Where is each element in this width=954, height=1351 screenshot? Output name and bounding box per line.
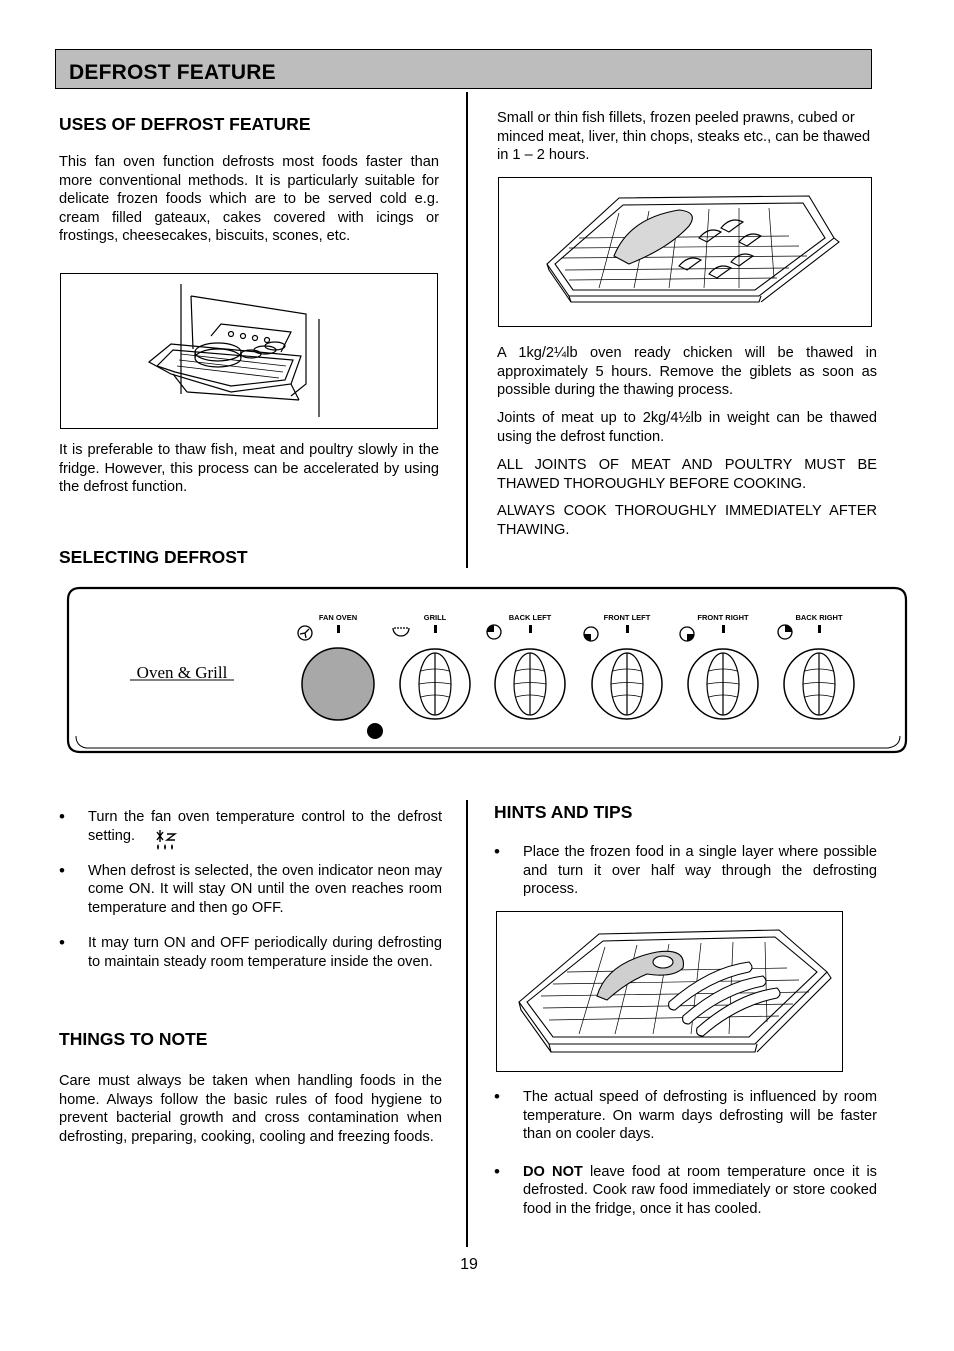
hints-heading: HINTS AND TIPS	[494, 802, 633, 822]
fish-tray-illustration	[498, 177, 872, 327]
bullet-icon: •	[59, 807, 65, 826]
joints-text: Joints of meat up to 2kg/4½lb in weight can be thawed using the defrost function.	[497, 410, 877, 445]
notes-text: Care must always be taken when handling foods in the home. Always follow the basic rules of food hygiene to prevent bacterial growth and cross contamination when defrosting, preparing, cooking, cooling and freezing foods.	[59, 1073, 442, 1145]
list-item	[59, 808, 442, 852]
page-number: 19	[460, 1256, 478, 1273]
oven-control-panel	[66, 586, 908, 754]
list-item	[494, 843, 877, 899]
knob-label-grill: GRILL	[423, 613, 447, 622]
list-item	[59, 934, 442, 971]
hint-do-not-bold: DO NOT	[523, 1163, 583, 1180]
back-right-hotplate-icon	[778, 625, 792, 639]
front-left-hotplate-icon	[584, 627, 598, 641]
list-item	[494, 1163, 877, 1219]
knob-label-front-left: FRONT LEFT	[603, 613, 651, 622]
hint-single-layer-text: Place the frozen food in a single layer where possible and turn it over half way through the defrosting process.	[523, 844, 877, 898]
knob-label-front-right: FRONT RIGHT	[697, 613, 749, 622]
hints-list-top	[494, 843, 877, 899]
chicken-text: A 1kg/2¼lb oven ready chicken will be thawed in approximately 5 hours. Remove the giblets as soon as possible during the thawing process.	[497, 345, 877, 399]
bullet-icon: •	[494, 842, 500, 861]
joint-tray-illustration	[496, 911, 843, 1072]
hint-do-not-text: leave food at room temperature once it is defrosted. Cook raw food immediately or store cooked food in the fridge, once it has cooled.	[523, 1163, 877, 1217]
oven-shelf-illustration	[60, 273, 438, 429]
brand-logo-text: Oven & Grill	[136, 663, 228, 682]
knob-label-back-left: BACK LEFT	[508, 613, 552, 622]
warning-thaw-text: ALL JOINTS OF MEAT AND POULTRY MUST BE THAWED THOROUGHLY BEFORE COOKING.	[497, 457, 877, 492]
back-left-control[interactable]	[487, 613, 565, 719]
oven-shelf-drawing	[61, 274, 436, 427]
joint-tray-drawing	[497, 912, 841, 1070]
control-panel-drawing	[66, 586, 908, 754]
oven-indicator-neon	[367, 723, 383, 739]
uses-text: This fan oven function defrosts most foods faster than more conventional methods. It is particularly suitable for delicate frozen foods which are to be served cold e.g. cream filled gateaux, cakes covered with icings or frostings, cheesecakes, biscuits, scones, etc.	[59, 154, 439, 245]
column-divider-bottom	[466, 800, 468, 1247]
step-neon-text: When defrost is selected, the oven indicator neon may come ON. It will stay ON until the oven reaches room temperature and then go OFF.	[88, 862, 442, 916]
bullet-icon: •	[59, 860, 65, 880]
list-item	[59, 862, 442, 918]
hints-list-bottom	[494, 1088, 877, 1219]
knob-label-back-right: BACK RIGHT	[795, 613, 843, 622]
knob-label-fan-oven: FAN OVEN	[318, 613, 358, 622]
bullet-icon: •	[494, 1087, 500, 1106]
front-right-control[interactable]	[680, 613, 758, 719]
column-divider-top	[466, 92, 468, 568]
fan-oven-control[interactable]	[298, 613, 383, 739]
front-left-control[interactable]	[584, 613, 662, 719]
defrost-symbol-icon	[153, 828, 179, 852]
fish-tray-drawing	[499, 178, 870, 325]
thaw-text: It is preferable to thaw fish, meat and poultry slowly in the fridge. However, this process can be accelerated by using the defrost function.	[59, 442, 439, 496]
back-left-hotplate-icon	[487, 625, 501, 639]
page-title: DEFROST FEATURE	[69, 61, 276, 84]
selecting-steps-list	[59, 808, 442, 972]
step-periodic-text: It may turn ON and OFF periodically during defrosting to maintain steady room temperature inside the oven.	[88, 935, 442, 970]
front-right-hotplate-icon	[680, 627, 694, 641]
notes-heading: THINGS TO NOTE	[59, 1029, 208, 1049]
grill-icon	[393, 628, 409, 636]
hint-room-temp-text: The actual speed of defrosting is influenced by room temperature. On warm days defrosting will be faster than on cooler days.	[523, 1089, 877, 1143]
warning-cook-text: ALWAYS COOK THOROUGHLY IMMEDIATELY AFTER THAWING.	[497, 503, 877, 538]
fan-icon	[298, 626, 312, 640]
bullet-icon: •	[59, 933, 65, 953]
list-item	[494, 1088, 877, 1144]
bullet-icon: •	[494, 1161, 500, 1181]
grill-control[interactable]	[393, 613, 470, 719]
selecting-heading: SELECTING DEFROST	[59, 547, 248, 567]
small-items-text: Small or thin fish fillets, frozen peeled prawns, cubed or minced meat, liver, thin chops, steaks etc., can be thawed in 1 – 2 hours.	[497, 110, 871, 164]
uses-heading: USES OF DEFROST FEATURE	[59, 114, 311, 134]
step-turn-control-text: Turn the fan oven temperature control to the defrost setting.	[88, 809, 442, 844]
page-title-banner	[55, 49, 872, 89]
back-right-control[interactable]	[778, 613, 854, 719]
